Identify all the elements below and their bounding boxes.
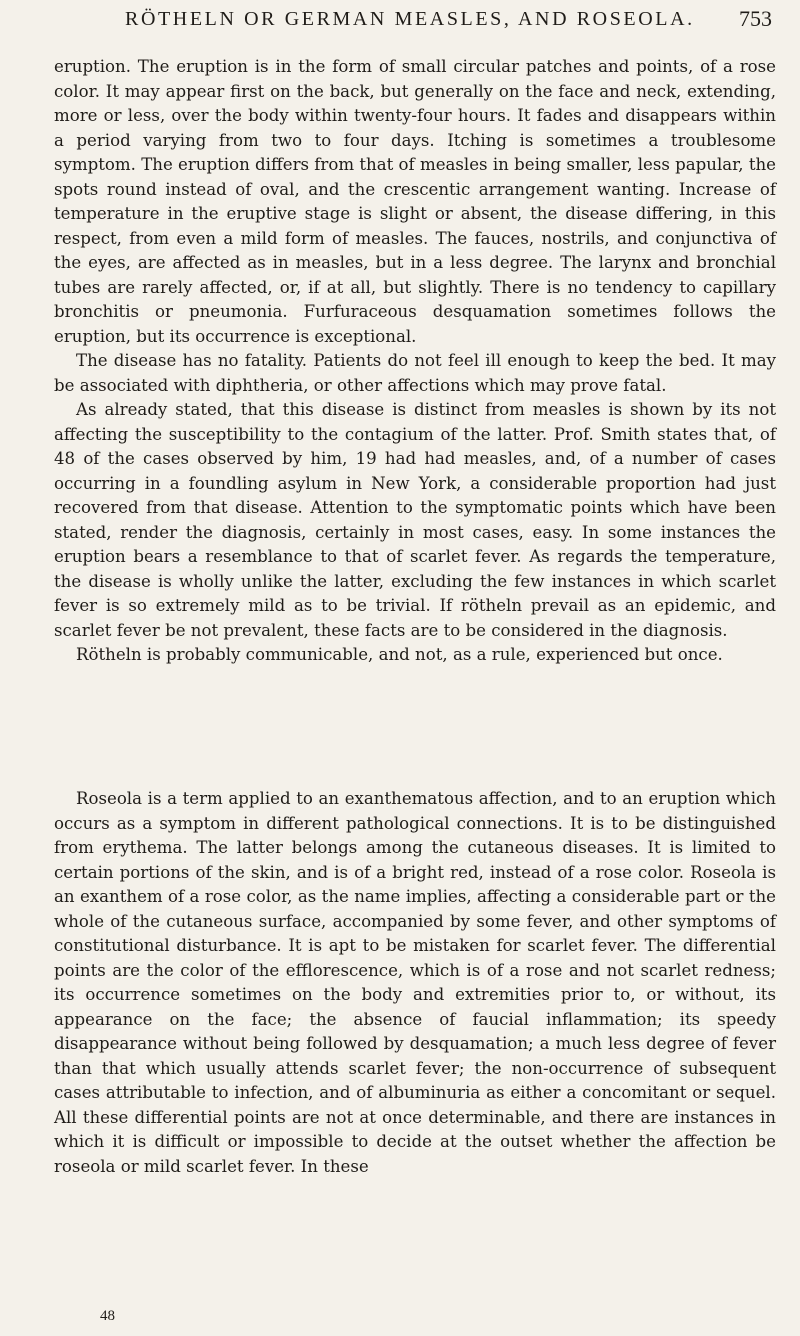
paragraph: eruption. The eruption is in the form of small circular patches and points, of a rose color. It may appear first on the back, but generally on the face and neck, extending, more or less, over the body within twenty-four hours. It fades and disappears within a period varying from two to four days. Itching is sometimes a troublesome symptom. The eruption differs from that of measles in being smaller, less papular, the spots round instead of oval, and the crescentic arrangement wanting. Increase of temperature in the eruptive stage is slight or absent, the disease differing, in this respect, from even a mild form of measles. The fauces, nostrils, and conjunctiva of the eyes, are affected as in measles, but in a less degree. The larynx and bronchial tubes are rarely affected, or, if at all, but slightly. There is no tendency to capillary bronchitis or pneumonia. Furfuraceous desquamation sometimes follows the eruption, but its occurrence is exceptional. [54, 57, 776, 346]
paragraph: As already stated, that this disease is distinct from measles is shown by its not affecting the susceptibility to the contagium of the latter. Prof. Smith states that, of 48 of the cases observed by him, 19 had had measles, and, of a number of cases occurring in a foundling asylum in New York, a considerable proportion had just recovered from that disease. Attention to the symptomatic points which have been stated, render the diagnosis, certainly in most cases, easy. In some instances the eruption bears a resemblance to that of scarlet fever. As regards the temperature, the disease is wholly unlike the latter, excluding the few instances in which scarlet fever is so extremely mild as to be trivial. If rötheln prevail as an epidemic, and scarlet fever be not prevalent, these facts are to be considered in the diagnosis. [54, 400, 776, 640]
paragraph: Roseola is a term applied to an exanthematous affection, and to an eruption which occurs as a symptom in different pathological connections. It is to be distinguished from erythema. The latter belongs among the cutaneous diseases. It is limited to certain portions of the skin, and is of a bright red, instead of a rose color. Roseola is an exanthem of a rose color, as the name implies, affecting a considerable part or the whole of the cutaneous surface, accompanied by some fever, and other symptoms of constitutional disturbance. It is apt to be mistaken for scarlet fever. The differential points are the color of the efflorescence, which is of a rose and not scarlet redness; its occurrence sometimes on the body and extremities prior to, or without, its appearance on the face; the absence of faucial inflammation; its speedy disappearance without being followed by desquamation; a much less degree of fever than that which usually attends scarlet fever; the non-occurrence of subsequent cases attributable to infection, and of albuminuria as either a concomitant or sequel. All these differential points are not at once determinable, and there are instances in which it is difficult or impossible to decide at the outset whether the affection be roseola or mild scarlet fever. In these [54, 789, 776, 1176]
section-rotheln [54, 55, 776, 668]
paragraph: The disease has no fatality. Patients do not feel ill enough to keep the bed. It may be associated with diphtheria, or other affections which may prove fatal. [54, 351, 776, 395]
section-roseola [54, 787, 776, 1179]
page-number: 753 [739, 6, 772, 31]
signature-mark: 48 [100, 1308, 115, 1324]
paragraph: Rötheln is probably communicable, and not, as a rule, experienced but once. [76, 645, 723, 664]
page-header [0, 0, 800, 60]
running-head: RÖTHELN OR GERMAN MEASLES, AND ROSEOLA. [125, 8, 695, 30]
